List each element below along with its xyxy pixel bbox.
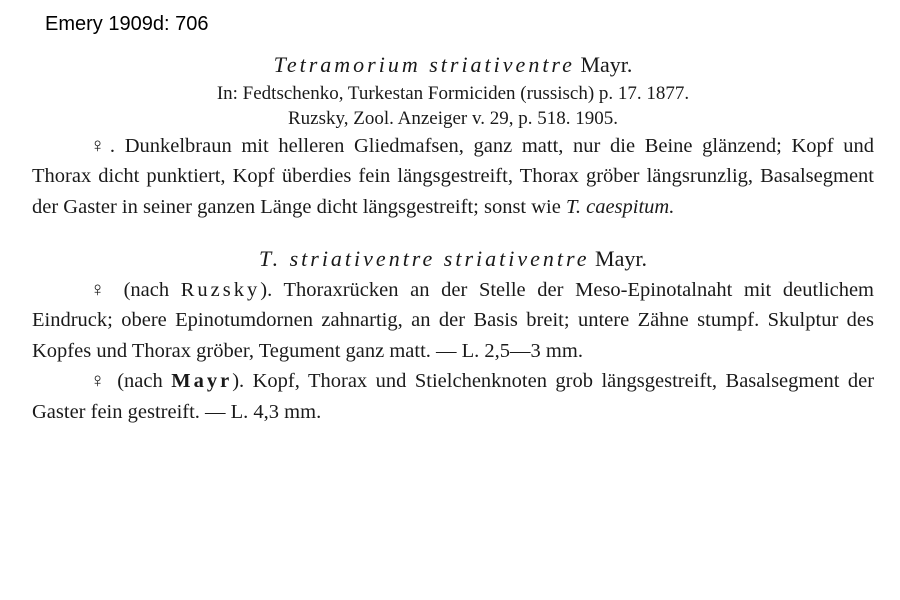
female-attribution-prefix: (nach (123, 278, 170, 301)
species-author: Mayr. (580, 52, 633, 77)
worker-italic-reference: T. caespitum. (565, 195, 675, 218)
reference-line-1: In: Fedtschenko, Turkestan Formiciden (russisch) p. 17. 1877. (216, 82, 690, 104)
worker-symbol: ♀. (90, 134, 116, 157)
species-title (32, 50, 874, 81)
male-symbol: ♀ (90, 370, 109, 392)
male-text: Kopf, Thorax und Stielchenknoten grob längsgestreift, Basalsegment der Gaster fein gestreift. — L. 4,3 mm. (32, 370, 875, 423)
male-attribution-suffix: ). (232, 370, 245, 392)
male-attribution-name: Mayr (171, 370, 233, 392)
worker-description (32, 131, 874, 223)
species-name: Tetramorium striativentre (273, 52, 575, 77)
document-page (32, 50, 874, 427)
citation-header: Emery 1909d: 706 (45, 13, 209, 35)
female-attribution-suffix: ). (260, 278, 273, 301)
female-attribution-name: Ruzsky (180, 278, 261, 301)
worker-text: Dunkelbraun mit helleren Gliedmafsen, ganz matt, nur die Beine glänzend; Kopf und Thorax dicht punktiert, Kopf überdies fein längsgestreift, Thorax gröber längsrunzlig, Basalsegment der Gaster in seiner ganzen Länge dicht längsgestreift; sonst wie (32, 134, 875, 218)
subspecies-name: T. striativentre striativentre (258, 246, 590, 271)
male-attribution-prefix: (nach (117, 370, 163, 392)
female-text: Thoraxrücken an der Stelle der Meso-Epinotalnaht mit deutlichem Eindruck; obere Epinotumdornen zahnartig, an der Basis breit; untere Zähne stumpf. Skulptur des Kopfes und Thorax gröber, Tegument ganz matt. — L. 2,5—3 mm. (32, 278, 874, 362)
male-description (32, 366, 874, 427)
female-description (32, 275, 874, 367)
subspecies-author: Mayr. (595, 246, 647, 271)
reference-line-2: Ruzsky, Zool. Anzeiger v. 29, p. 518. 1905. (288, 107, 618, 129)
subspecies-title (32, 244, 874, 275)
female-symbol: ♀ (90, 278, 112, 301)
